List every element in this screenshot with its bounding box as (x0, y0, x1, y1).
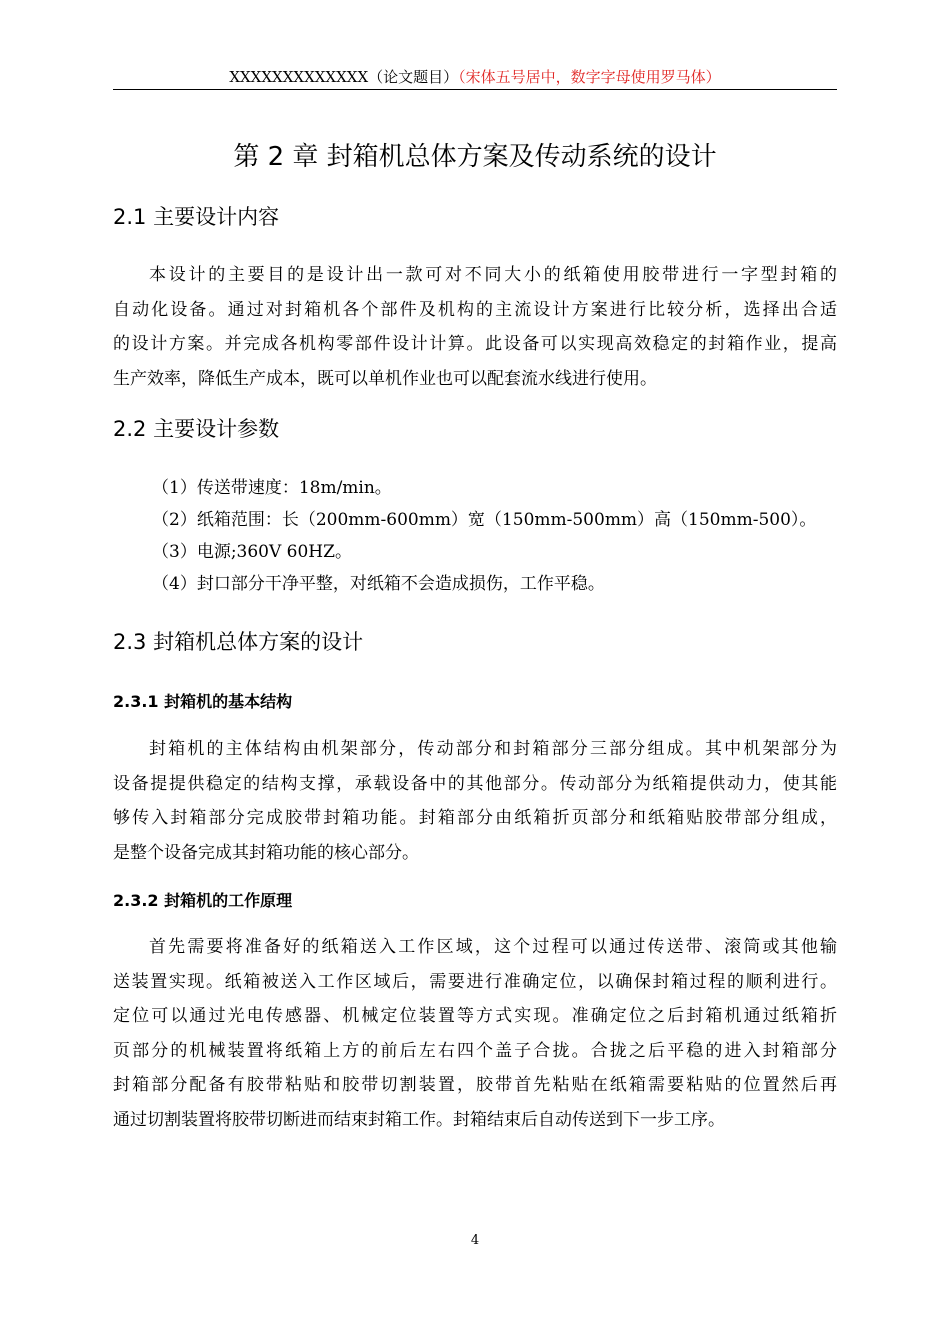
parameter-list (152, 472, 816, 600)
paragraph-line: 设备提提供稳定的结构支撑，承载设备中的其他部分。传动部分为纸箱提供动力，使其能 (113, 773, 837, 794)
paragraph-line: 封箱部分配备有胶带粘贴和胶带切割装置，胶带首先粘贴在纸箱需要粘贴的位置然后再 (113, 1075, 837, 1095)
subsection-heading-2-3-2: 2.3.2 封箱机的工作原理 (113, 891, 293, 910)
header-rule (113, 89, 837, 90)
paragraph-line: 是整个设备完成其封箱功能的核心部分。 (113, 842, 419, 863)
list-item: （2）纸箱范围：长（200mm-600mm）宽（150mm-500mm）高（150mm-500）。 (152, 510, 817, 530)
paragraph-line: 自动化设备。通过对封箱机各个部件及机构的主流设计方案进行比较分析，选择出合适 (113, 299, 837, 320)
section-2-3-1-paragraph (113, 732, 837, 870)
section-heading-2-2: 2.2 主要设计参数 (113, 417, 280, 441)
section-heading-2-1: 2.1 主要设计内容 (113, 205, 280, 229)
page-header (113, 66, 837, 88)
paragraph-line: 送装置实现。纸箱被送入工作区域后，需要进行准确定位，以确保封箱过程的顺利进行。 (113, 971, 837, 992)
page-number: 4 (470, 1233, 480, 1248)
paragraph-line: 页部分的机械装置将纸箱上方的前后左右四个盖子合拢。合拢之后平稳的进入封箱部分 (113, 1040, 837, 1061)
paragraph-line: 的设计方案。并完成各机构零部件设计计算。此设备可以实现高效稳定的封箱作业，提高 (113, 334, 837, 354)
section-2-3-2-paragraph (113, 930, 837, 1137)
paragraph-line: 本设计的主要目的是设计出一款可对不同大小的纸箱使用胶带进行一字型封箱的 (149, 265, 837, 285)
paragraph-line: 首先需要将准备好的纸箱送入工作区域，这个过程可以通过传送带、滚筒或其他输 (149, 937, 837, 957)
subsection-heading-2-3-1: 2.3.1 封箱机的基本结构 (113, 692, 293, 711)
list-item: （4）封口部分干净平整，对纸箱不会造成损伤，工作平稳。 (152, 574, 605, 594)
list-item: （3）电源;360V 60HZ。 (152, 542, 352, 562)
list-item: （1）传送带速度：18m/min。 (152, 478, 392, 498)
chapter-title: 第 2 章 封箱机总体方案及传动系统的设计 (233, 142, 717, 172)
header-format-note: （宋体五号居中，数字字母使用罗马体） (458, 68, 721, 86)
header-title: XXXXXXXXXXXXX（论文题目） (229, 68, 459, 86)
paragraph-line: 封箱机的主体结构由机架部分，传动部分和封箱部分三部分组成。其中机架部分为 (149, 739, 837, 759)
paragraph-line: 生产效率，降低生产成本，既可以单机作业也可以配套流水线进行使用。 (113, 368, 657, 389)
paragraph-line: 够传入封箱部分完成胶带封箱功能。封箱部分由纸箱折页部分和纸箱贴胶带部分组成， (113, 808, 837, 828)
paragraph-line: 通过切割装置将胶带切断进而结束封箱工作。封箱结束后自动传送到下一步工序。 (113, 1109, 725, 1130)
section-heading-2-3: 2.3 封箱机总体方案的设计 (113, 630, 364, 654)
paragraph-line: 定位可以通过光电传感器、机械定位装置等方式实现。准确定位之后封箱机通过纸箱折 (113, 1006, 837, 1026)
section-2-1-paragraph (113, 258, 837, 396)
